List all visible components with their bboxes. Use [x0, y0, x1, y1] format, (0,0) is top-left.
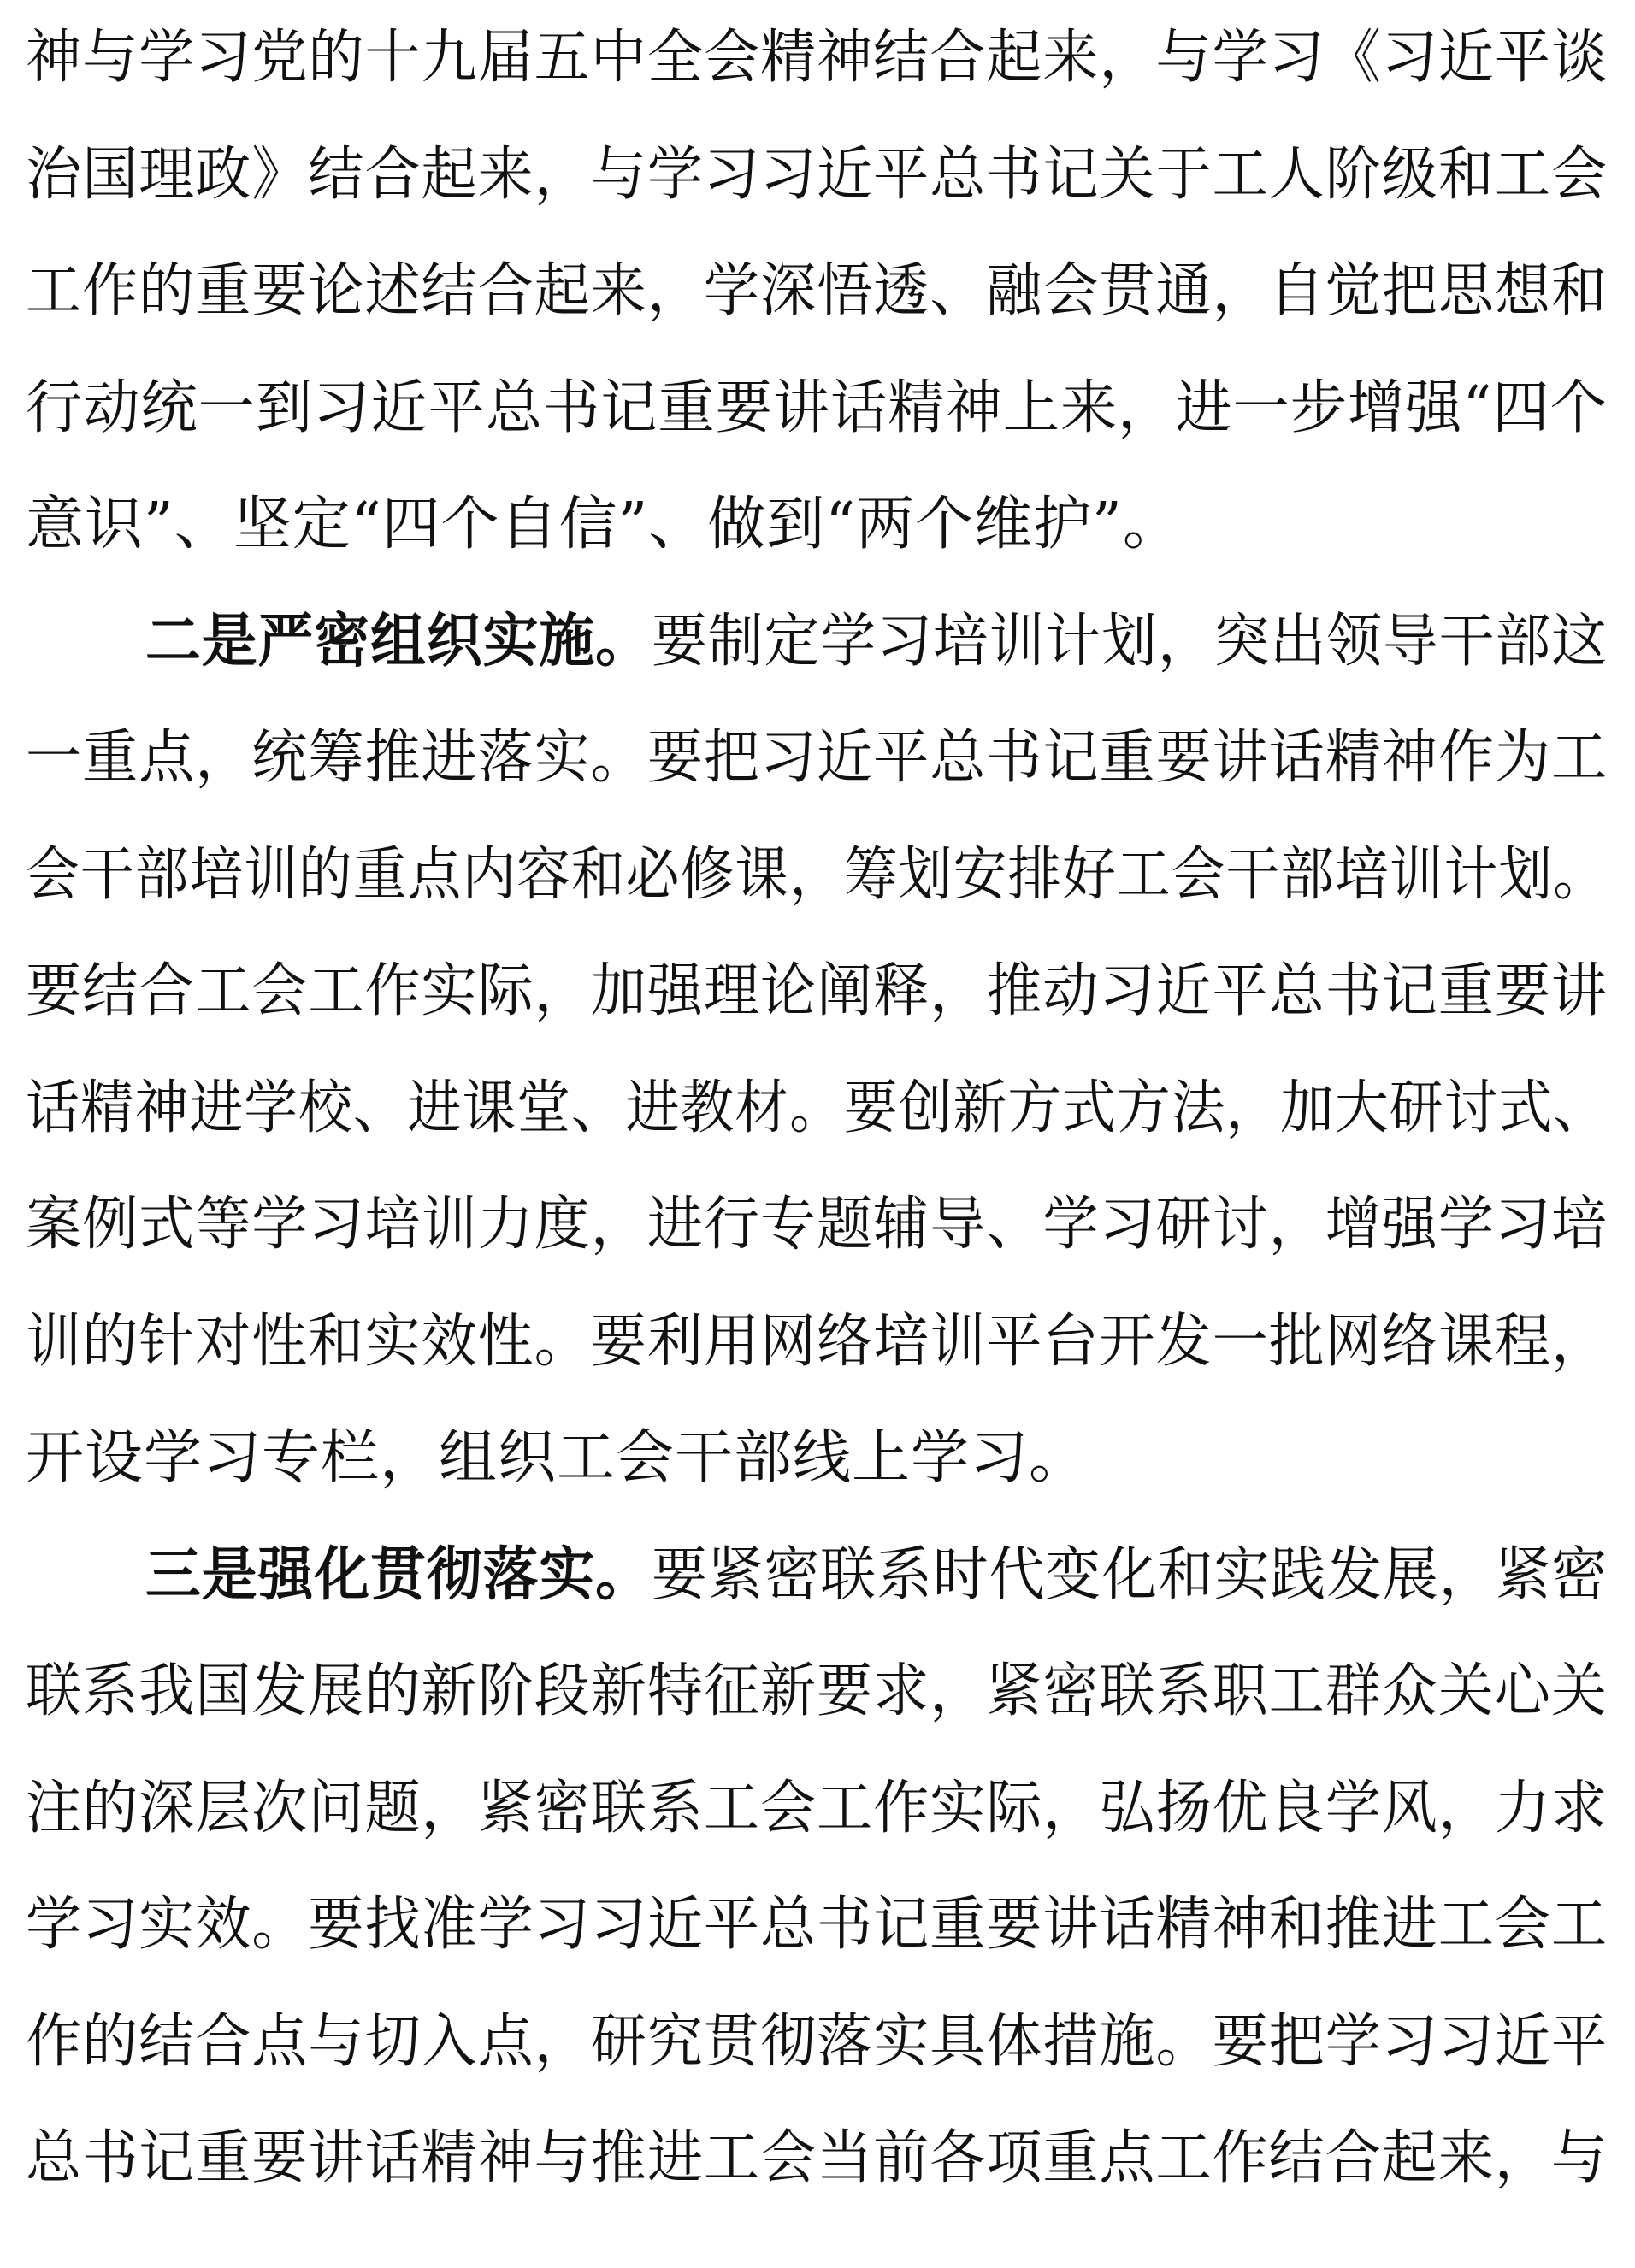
paragraph-2-line-8: 开设学习专栏，组织工会干部线上学习。 [26, 1424, 1089, 1492]
paragraph-2-line-4: 要结合工会工作实际，加强理论阐释，推动习近平总书记重要讲 [26, 957, 1608, 1025]
paragraph-3-line-1 [145, 1524, 1608, 1627]
paragraph-3-line-4: 学习实效。要找准学习习近平总书记重要讲话精神和推进工会工 [26, 1891, 1608, 1959]
paragraph-2-line-1 [145, 591, 1608, 693]
paragraph-1-line-4: 行动统一到习近平总书记重要讲话精神上来，进一步增强“四个 [26, 374, 1608, 442]
paragraph-2-line-3: 会干部培训的重点内容和必修课，筹划安排好工会干部培训计划。 [26, 841, 1608, 909]
paragraph-2-line-6: 案例式等学习培训力度，进行专题辅导、学习研讨，增强学习培 [26, 1191, 1608, 1258]
paragraph-1-line-1: 神与学习党的十九届五中全会精神结合起来，与学习《习近平谈 [26, 24, 1608, 91]
paragraph-1-line-5: 意识”、坚定“四个自信”、做到“两个维护”。 [26, 491, 1182, 558]
paragraph-1-line-3: 工作的重要论述结合起来，学深悟透、融会贯通，自觉把思想和 [26, 257, 1608, 325]
paragraph-2-line-7: 训的针对性和实效性。要利用网络培训平台开发一批网络课程， [26, 1308, 1608, 1376]
paragraph-3-line-3: 注的深层次问题，紧密联系工会工作实际，弘扬优良学风，力求 [26, 1775, 1608, 1842]
paragraph-3-first-rest: 要紧密联系时代变化和实践发展，紧密 [651, 1541, 1608, 1609]
paragraph-3-line-6: 总书记重要讲话精神与推进工会当前各项重点工作结合起来，与 [26, 2124, 1608, 2192]
paragraph-2-first-rest: 要制定学习培训计划，突出领导干部这 [651, 608, 1608, 675]
paragraph-3-line-5: 作的结合点与切入点，研究贯彻落实具体措施。要把学习习近平 [26, 2008, 1608, 2076]
paragraph-1-line-2: 治国理政》结合起来，与学习习近平总书记关于工人阶级和工会 [26, 141, 1608, 209]
paragraph-2-line-2: 一重点，统筹推进落实。要把习近平总书记重要讲话精神作为工 [26, 724, 1608, 792]
paragraph-2-lead: 二是严密组织实施。 [145, 608, 652, 675]
paragraph-3-lead: 三是强化贯彻落实。 [145, 1541, 652, 1609]
paragraph-2-line-5: 话精神进学校、进课堂、进教材。要创新方式方法，加大研讨式、 [26, 1075, 1608, 1142]
paragraph-3-line-2: 联系我国发展的新阶段新特征新要求，紧密联系职工群众关心关 [26, 1658, 1608, 1725]
